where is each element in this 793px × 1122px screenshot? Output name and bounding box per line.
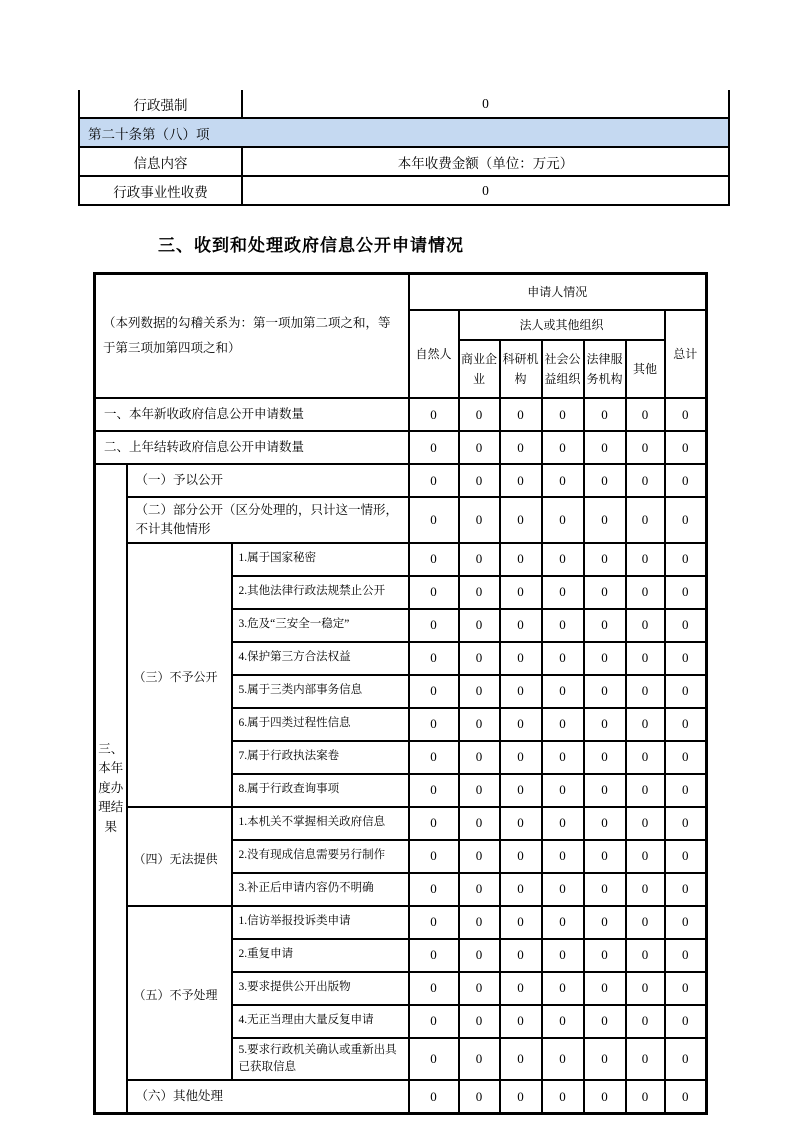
count-cell: 0: [665, 939, 707, 972]
count-cell: 0: [584, 609, 626, 642]
count-cell: 0: [542, 972, 584, 1005]
count-cell: 0: [500, 609, 542, 642]
section-heading: 三、收到和处理政府信息公开申请情况: [158, 236, 464, 255]
count-cell: 0: [584, 497, 626, 543]
count-cell: 0: [409, 873, 459, 906]
count-cell: 0: [542, 675, 584, 708]
count-cell: 0: [626, 609, 665, 642]
fees-table: [78, 90, 730, 206]
count-cell: 0: [500, 642, 542, 675]
count-cell: 0: [542, 807, 584, 840]
row-label-confirm-reissue: 5.要求行政机关确认或重新出具已获取信息: [232, 1038, 409, 1081]
count-cell: 0: [626, 576, 665, 609]
count-cell: 0: [409, 675, 459, 708]
row-label-granted-disclosure: （一）予以公开: [127, 464, 409, 497]
row-label-law-prohibited: 2.其他法律行政法规禁止公开: [232, 576, 409, 609]
section-three-vertical-label: 三、本年度办理结果: [95, 464, 127, 1114]
count-cell: 0: [500, 1005, 542, 1038]
count-cell: 0: [459, 1005, 500, 1038]
checksum-note: （本列数据的勾稽关系为：第一项加第二项之和，等于第三项加第四项之和）: [95, 274, 409, 399]
count-cell: 0: [665, 774, 707, 807]
count-cell: 0: [584, 1038, 626, 1081]
count-cell: 0: [584, 972, 626, 1005]
count-cell: 0: [500, 431, 542, 464]
count-cell: 0: [542, 398, 584, 431]
table-row: [95, 1080, 707, 1114]
count-cell: 0: [584, 431, 626, 464]
count-cell: 0: [542, 708, 584, 741]
table-row: [95, 431, 707, 464]
row-label-endanger-security: 3.危及“三安全一稳定”: [232, 609, 409, 642]
count-cell: 0: [459, 675, 500, 708]
count-cell: 0: [665, 1005, 707, 1038]
count-cell: 0: [542, 741, 584, 774]
table-row: [79, 147, 729, 176]
column-header-fee-amount: 本年收费金额（单位：万元）: [242, 147, 729, 176]
table-row: [79, 90, 729, 118]
row-label-unjustified-repeated: 4.无正当理由大量反复申请: [232, 1005, 409, 1038]
count-cell: 0: [409, 609, 459, 642]
table-row: [95, 543, 707, 576]
count-cell: 0: [584, 741, 626, 774]
count-cell: 0: [542, 576, 584, 609]
count-cell: 0: [626, 1005, 665, 1038]
count-cell: 0: [409, 939, 459, 972]
header-legal-service-org: 法律服务机构: [584, 340, 626, 398]
count-cell: 0: [409, 1080, 459, 1114]
count-cell: 0: [626, 840, 665, 873]
row-label-internal-affairs: 5.属于三类内部事务信息: [232, 675, 409, 708]
count-cell: 0: [500, 972, 542, 1005]
count-cell: 0: [584, 398, 626, 431]
header-legal-org: 法人或其他组织: [459, 310, 665, 340]
header-social-welfare-org: 社会公益组织: [542, 340, 584, 398]
count-cell: 0: [665, 497, 707, 543]
count-cell: 0: [459, 708, 500, 741]
count-cell: 0: [584, 840, 626, 873]
count-cell: 0: [409, 906, 459, 939]
count-cell: 0: [626, 774, 665, 807]
count-cell: 0: [665, 741, 707, 774]
row-label-admin-enforcement: 行政强制: [79, 90, 242, 118]
count-cell: 0: [626, 741, 665, 774]
count-cell: 0: [409, 543, 459, 576]
count-cell: 0: [626, 675, 665, 708]
count-cell: 0: [500, 1080, 542, 1114]
row-label-needs-creation: 2.没有现成信息需要另行制作: [232, 840, 409, 873]
count-cell: 0: [626, 398, 665, 431]
count-cell: 0: [409, 576, 459, 609]
row-label-petition-complaint: 1.信访举报投诉类申请: [232, 906, 409, 939]
count-cell: 0: [542, 609, 584, 642]
count-cell: 0: [409, 972, 459, 1005]
count-cell: 0: [665, 807, 707, 840]
count-cell: 0: [459, 609, 500, 642]
count-cell: 0: [500, 906, 542, 939]
row-label-repeat-application: 2.重复申请: [232, 939, 409, 972]
count-cell: 0: [542, 840, 584, 873]
count-cell: 0: [626, 431, 665, 464]
row-label-third-party-rights: 4.保护第三方合法权益: [232, 642, 409, 675]
header-commercial-enterprise: 商业企业: [459, 340, 500, 398]
count-cell: 0: [665, 708, 707, 741]
row-label-state-secret: 1.属于国家秘密: [232, 543, 409, 576]
row-label-enforcement-files: 7.属于行政执法案卷: [232, 741, 409, 774]
table-header-row: [95, 274, 707, 311]
count-cell: 0: [409, 708, 459, 741]
count-cell: 0: [542, 1080, 584, 1114]
count-cell: 0: [409, 398, 459, 431]
count-cell: 0: [584, 464, 626, 497]
count-cell: 0: [459, 464, 500, 497]
table-row: [79, 176, 729, 205]
count-cell: 0: [584, 774, 626, 807]
count-cell: 0: [500, 708, 542, 741]
count-cell: 0: [459, 840, 500, 873]
count-cell: 0: [665, 840, 707, 873]
count-cell: 0: [542, 939, 584, 972]
count-cell: 0: [409, 1038, 459, 1081]
count-cell: 0: [409, 741, 459, 774]
table-row: [95, 497, 707, 543]
count-cell: 0: [584, 675, 626, 708]
count-cell: 0: [665, 464, 707, 497]
row-label-admin-inquiry: 8.属于行政查询事项: [232, 774, 409, 807]
row-label-other-processing: （六）其他处理: [127, 1080, 409, 1114]
count-cell: 0: [584, 642, 626, 675]
count-cell: 0: [459, 543, 500, 576]
row-label-not-held: 1.本机关不掌握相关政府信息: [232, 807, 409, 840]
count-cell: 0: [500, 398, 542, 431]
count-cell: 0: [665, 873, 707, 906]
count-cell: 0: [542, 497, 584, 543]
count-cell: 0: [459, 741, 500, 774]
count-cell: 0: [584, 543, 626, 576]
count-cell: 0: [459, 497, 500, 543]
count-cell: 0: [500, 464, 542, 497]
header-research-institution: 科研机构: [500, 340, 542, 398]
count-cell: 0: [459, 642, 500, 675]
count-cell: 0: [665, 642, 707, 675]
row-label-process-info: 6.属于四类过程性信息: [232, 708, 409, 741]
count-cell: 0: [542, 642, 584, 675]
count-cell: 0: [626, 1080, 665, 1114]
count-cell: 0: [626, 906, 665, 939]
count-cell: 0: [626, 497, 665, 543]
count-cell: 0: [626, 642, 665, 675]
header-applicant-status: 申请人情况: [409, 274, 707, 311]
count-cell: 0: [500, 675, 542, 708]
count-cell: 0: [500, 939, 542, 972]
count-cell: 0: [584, 1005, 626, 1038]
count-cell: 0: [626, 972, 665, 1005]
row-label-unclear-after-amendment: 3.补正后申请内容仍不明确: [232, 873, 409, 906]
count-cell: 0: [459, 807, 500, 840]
count-cell: 0: [459, 398, 500, 431]
count-cell: 0: [542, 431, 584, 464]
count-cell: 0: [542, 543, 584, 576]
header-natural-person: 自然人: [409, 310, 459, 398]
count-cell: 0: [409, 840, 459, 873]
table-row: [79, 118, 729, 147]
count-cell: 0: [500, 576, 542, 609]
table-row: [95, 807, 707, 840]
row-label-new-applications: 一、本年新收政府信息公开申请数量: [95, 398, 409, 431]
header-total: 总计: [665, 310, 707, 398]
count-cell: 0: [626, 543, 665, 576]
count-cell: 0: [542, 774, 584, 807]
count-cell: 0: [459, 1080, 500, 1114]
count-cell: 0: [459, 972, 500, 1005]
count-cell: 0: [500, 741, 542, 774]
table-row: [95, 464, 707, 497]
count-cell: 0: [665, 1080, 707, 1114]
count-cell: 0: [626, 939, 665, 972]
count-cell: 0: [665, 543, 707, 576]
count-cell: 0: [542, 1038, 584, 1081]
count-cell: 0: [409, 642, 459, 675]
count-cell: 0: [626, 1038, 665, 1081]
count-cell: 0: [542, 873, 584, 906]
count-cell: 0: [665, 431, 707, 464]
group-label-unable-to-provide: （四）无法提供: [127, 807, 232, 906]
row-label-carried-over: 二、上年结转政府信息公开申请数量: [95, 431, 409, 464]
row-label-publications: 3.要求提供公开出版物: [232, 972, 409, 1005]
header-other: 其他: [626, 340, 665, 398]
application-processing-table: [93, 272, 708, 1115]
count-cell: 0: [459, 873, 500, 906]
count-cell: 0: [500, 543, 542, 576]
count-cell: 0: [626, 807, 665, 840]
count-cell: 0: [542, 906, 584, 939]
table-row: [95, 906, 707, 939]
count-cell: 0: [459, 939, 500, 972]
count-cell: 0: [542, 464, 584, 497]
count-cell: 0: [242, 90, 729, 118]
count-cell: 0: [584, 906, 626, 939]
count-cell: 0: [409, 497, 459, 543]
count-cell: 0: [409, 464, 459, 497]
count-cell: 0: [459, 576, 500, 609]
count-cell: 0: [409, 807, 459, 840]
count-cell: 0: [409, 774, 459, 807]
count-cell: 0: [665, 675, 707, 708]
group-label-non-disclosure: （三）不予公开: [127, 543, 232, 807]
count-cell: 0: [584, 708, 626, 741]
count-cell: 0: [542, 1005, 584, 1038]
count-cell: 0: [626, 708, 665, 741]
count-cell: 0: [459, 1038, 500, 1081]
count-cell: 0: [584, 873, 626, 906]
count-cell: 0: [409, 1005, 459, 1038]
count-cell: 0: [626, 464, 665, 497]
table-row: [95, 398, 707, 431]
count-cell: 0: [409, 431, 459, 464]
count-cell: 0: [500, 807, 542, 840]
count-cell: 0: [459, 906, 500, 939]
count-cell: 0: [500, 497, 542, 543]
row-label-partial-disclosure: （二）部分公开（区分处理的，只计这一情形，不计其他情形: [127, 497, 409, 543]
count-cell: 0: [665, 398, 707, 431]
count-cell: 0: [500, 1038, 542, 1081]
row-label-info-content: 信息内容: [79, 147, 242, 176]
count-cell: 0: [665, 1038, 707, 1081]
count-cell: 0: [584, 939, 626, 972]
count-cell: 0: [665, 906, 707, 939]
count-cell: 0: [626, 873, 665, 906]
count-cell: 0: [584, 576, 626, 609]
count-cell: 0: [665, 576, 707, 609]
count-cell: 0: [500, 774, 542, 807]
count-cell: 0: [459, 774, 500, 807]
group-label-not-processed: （五）不予处理: [127, 906, 232, 1081]
count-cell: 0: [500, 840, 542, 873]
count-cell: 0: [584, 1080, 626, 1114]
count-cell: 0: [242, 176, 729, 205]
row-label-admin-fees: 行政事业性收费: [79, 176, 242, 205]
count-cell: 0: [459, 431, 500, 464]
count-cell: 0: [584, 807, 626, 840]
count-cell: 0: [665, 609, 707, 642]
count-cell: 0: [500, 873, 542, 906]
section-header-article20-item8: 第二十条第（八）项: [79, 118, 729, 147]
count-cell: 0: [665, 972, 707, 1005]
